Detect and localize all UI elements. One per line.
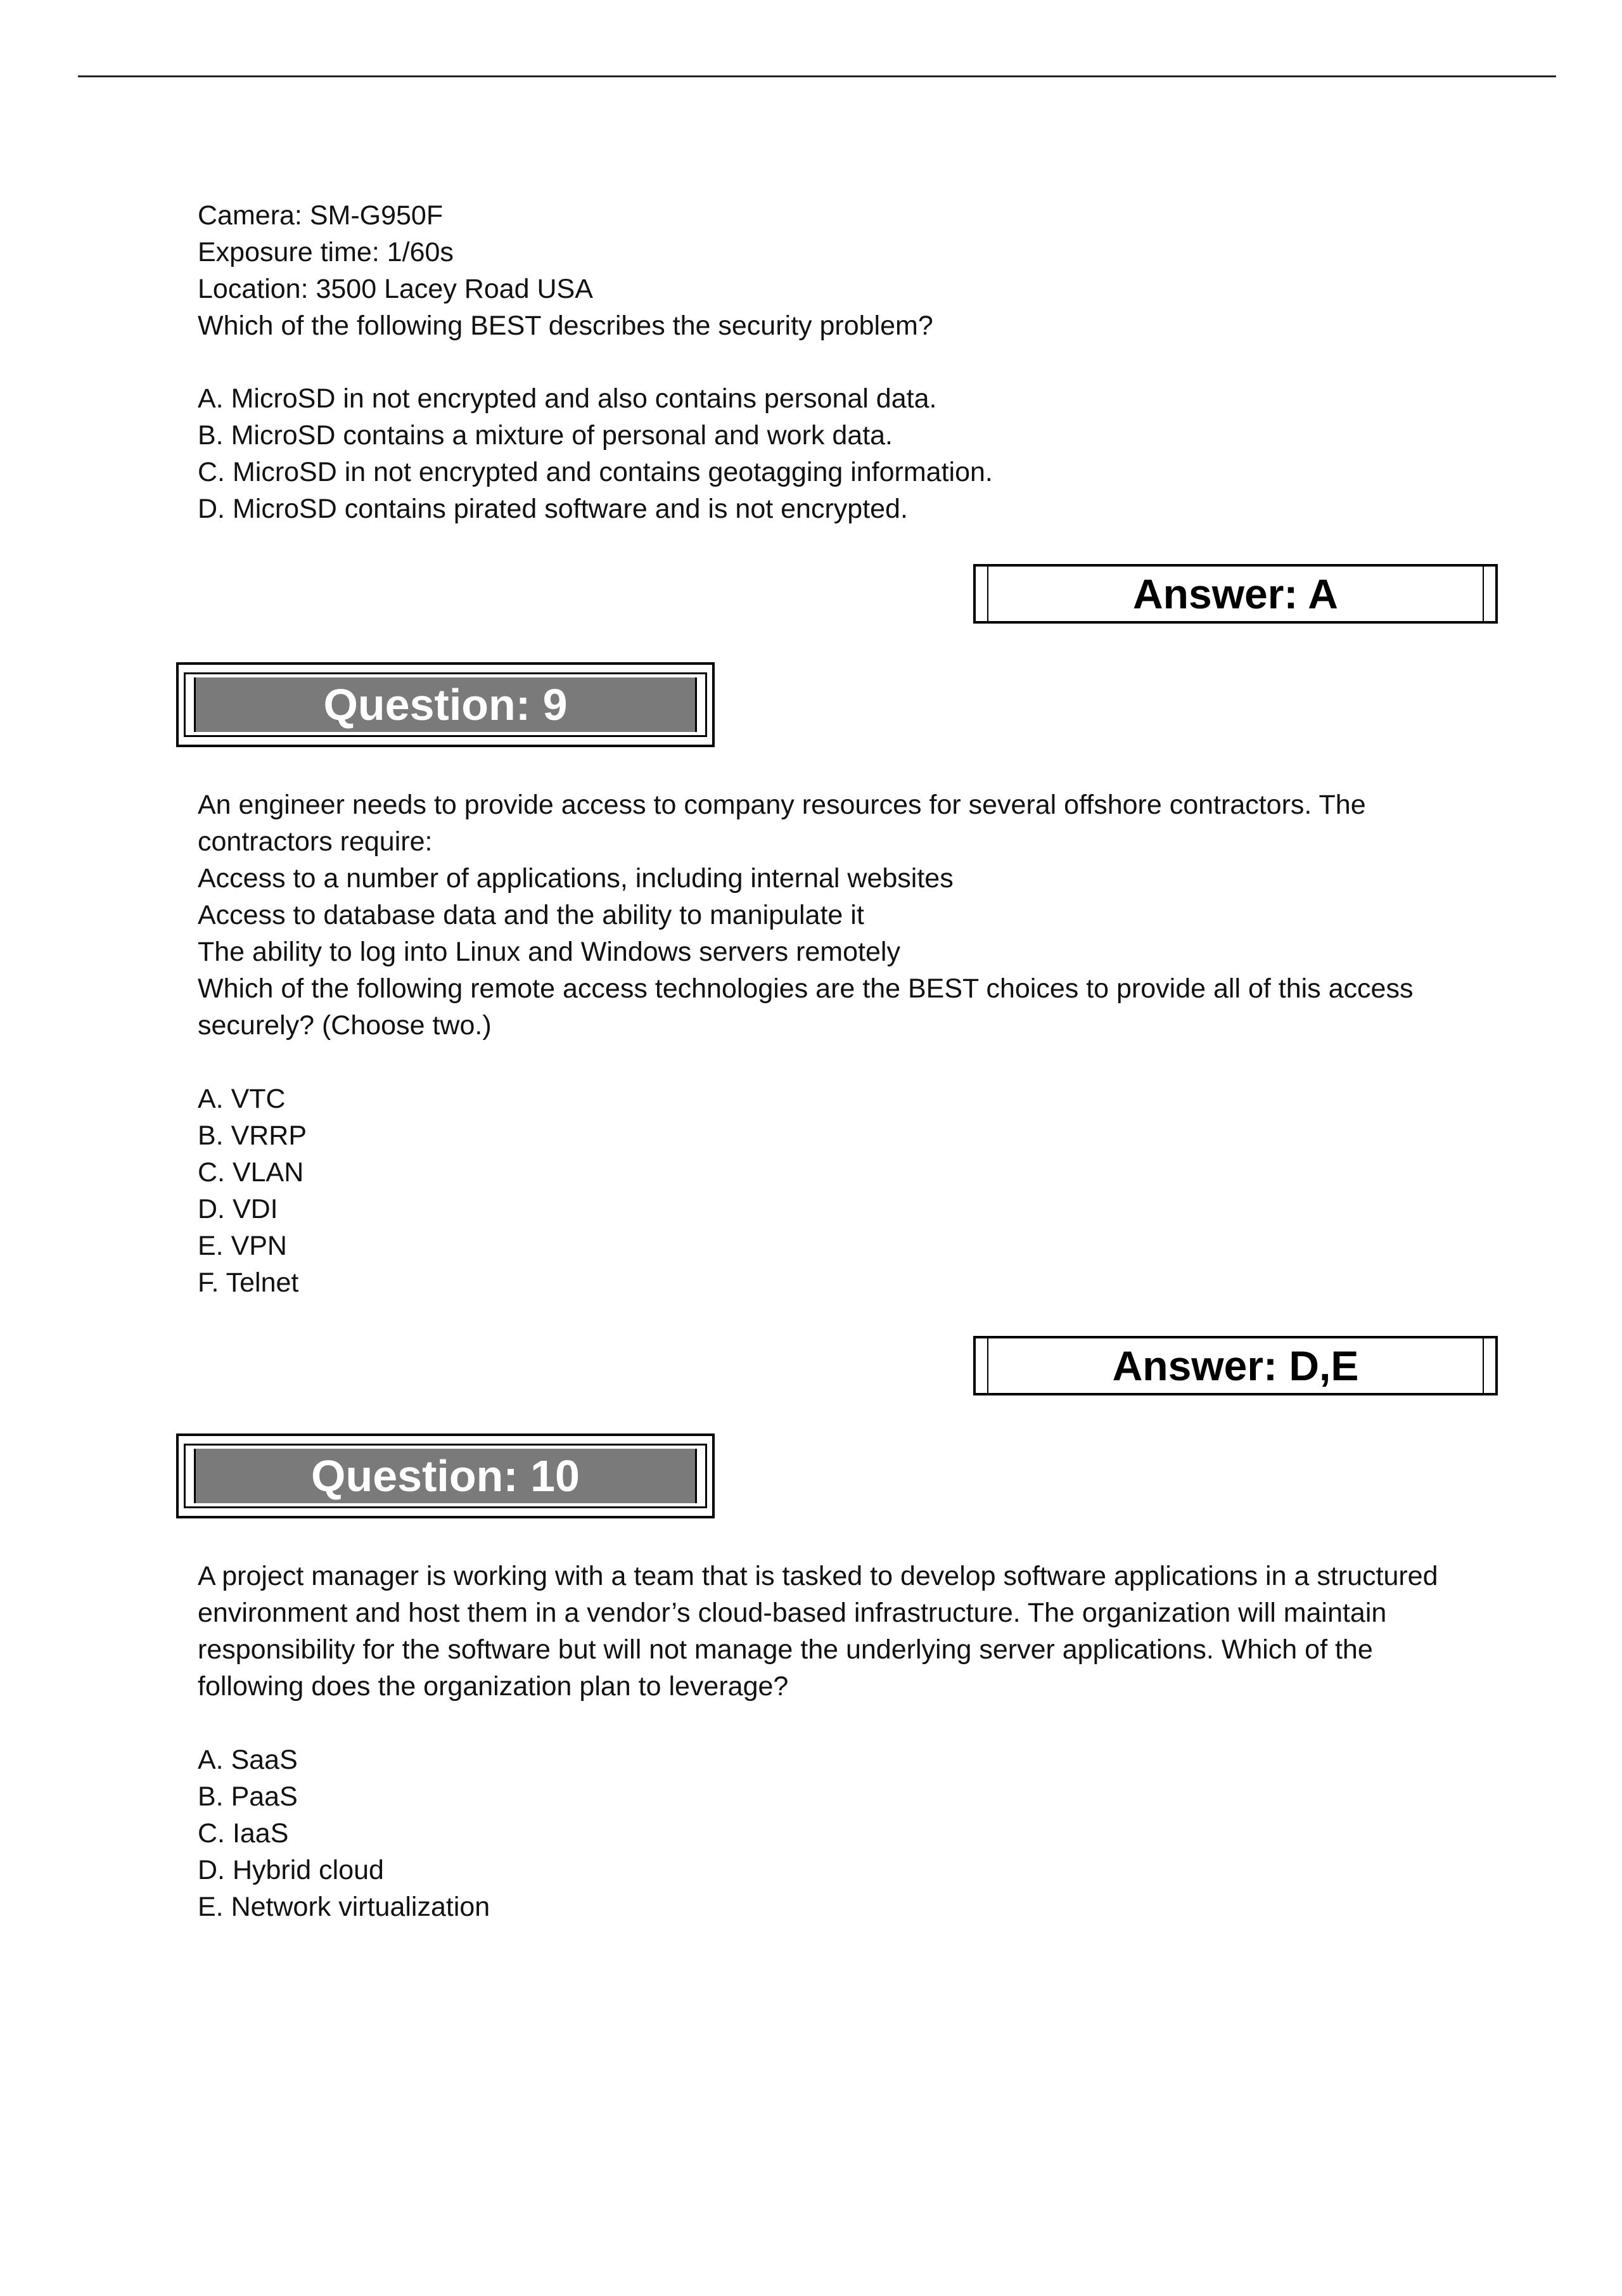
- q9-line: Access to database data and the ability to manipulate it: [198, 900, 864, 930]
- q10-stem: [198, 1558, 1503, 1705]
- q9-line: securely? (Choose two.): [198, 1010, 492, 1041]
- q8-line: Location: 3500 Lacey Road USA: [198, 274, 593, 304]
- q8-answer: Answer: A: [1133, 570, 1338, 617]
- question-10-header: [176, 1433, 715, 1518]
- q8-option-b: B. MicroSD contains a mixture of personal and work data.: [198, 420, 893, 451]
- q10-options: [198, 1741, 1503, 1925]
- q9-answer-box: [973, 1336, 1498, 1395]
- q8-options: [198, 380, 1503, 527]
- q9-line: An engineer needs to provide access to company resources for several offshore contractors. The: [198, 790, 1366, 820]
- q9-answer: Answer: D,E: [1112, 1342, 1359, 1389]
- q8-option-c: C. MicroSD in not encrypted and contains geotagging information.: [198, 457, 993, 487]
- q9-option-b: B. VRRP: [198, 1120, 307, 1151]
- q9-line: Which of the following remote access technologies are the BEST choices to provide all of this access: [198, 973, 1414, 1004]
- q8-answer-box: [973, 564, 1498, 624]
- q9-line: Access to a number of applications, including internal websites: [198, 863, 954, 894]
- q9-option-f: F. Telnet: [198, 1267, 299, 1298]
- q9-option-d: D. VDI: [198, 1194, 278, 1224]
- q8-line: Which of the following BEST describes the security problem?: [198, 311, 933, 341]
- q9-options: [198, 1081, 1503, 1301]
- q8-option-d: D. MicroSD contains pirated software and is not encrypted.: [198, 494, 908, 524]
- q8-line: Exposure time: 1/60s: [198, 237, 454, 267]
- q9-option-c: C. VLAN: [198, 1157, 304, 1188]
- q10-option-a: A. SaaS: [198, 1745, 298, 1775]
- q10-line: following does the organization plan to leverage?: [198, 1671, 789, 1702]
- q9-option-e: E. VPN: [198, 1231, 287, 1261]
- question-10-title: Question: 10: [311, 1451, 580, 1501]
- q10-option-d: D. Hybrid cloud: [198, 1855, 384, 1885]
- q10-option-e: E. Network virtualization: [198, 1892, 490, 1922]
- q10-line: environment and host them in a vendor’s cloud-based infrastructure. The organization will maintain: [198, 1598, 1387, 1628]
- q8-line: Camera: SM-G950F: [198, 200, 444, 231]
- q9-line: contractors require:: [198, 826, 433, 857]
- q9-option-a: A. VTC: [198, 1084, 286, 1114]
- q9-stem: [198, 786, 1503, 1044]
- q10-line: A project manager is working with a team that is tasked to develop software applications in a structured: [198, 1561, 1438, 1591]
- q10-option-b: B. PaaS: [198, 1781, 298, 1812]
- q10-line: responsibility for the software but will not manage the underlying server applications. Which of the: [198, 1634, 1373, 1665]
- q9-line: The ability to log into Linux and Windows servers remotely: [198, 937, 900, 967]
- q8-stem: [198, 197, 1503, 344]
- q8-option-a: A. MicroSD in not encrypted and also contains personal data.: [198, 383, 937, 414]
- question-9-header: [176, 662, 715, 747]
- top-rule: [78, 75, 1556, 77]
- q10-option-c: C. IaaS: [198, 1818, 289, 1849]
- question-9-title: Question: 9: [323, 680, 568, 729]
